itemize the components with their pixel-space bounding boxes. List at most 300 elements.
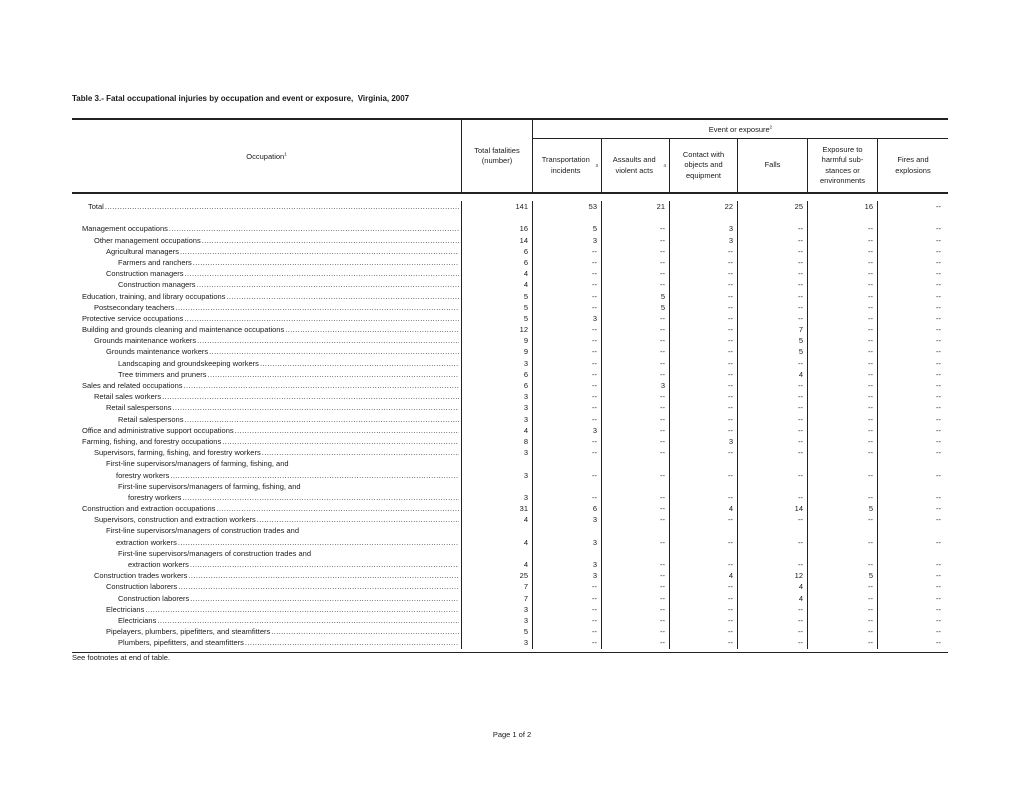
value-cell: -- <box>738 637 808 648</box>
occupation-cell <box>72 268 462 279</box>
value-cell: -- <box>936 582 941 592</box>
table-row <box>72 414 948 425</box>
dot-leader <box>208 369 460 380</box>
value-cell <box>670 525 738 536</box>
value-cell: -- <box>670 414 738 425</box>
value-cell: -- <box>936 347 941 357</box>
value-cell: -- <box>670 593 738 604</box>
value-cell: -- <box>533 593 602 604</box>
occupation-cell <box>72 548 462 559</box>
value-cell: -- <box>738 447 808 458</box>
occupation-label: First-line supervisors/managers of construction trades and <box>118 548 312 558</box>
table-row <box>72 525 948 536</box>
occupation-label: forestry workers <box>116 470 170 480</box>
value-cell: 3 <box>533 313 602 324</box>
occupation-label: extraction workers <box>128 560 189 569</box>
dot-leader <box>209 346 459 357</box>
occupation-label: Retail salespersons <box>106 403 172 413</box>
value-cell: -- <box>936 325 941 335</box>
table-row <box>72 279 948 290</box>
value-cell: 31 <box>462 503 533 514</box>
value-cell: 9 <box>462 335 533 346</box>
value-cell: -- <box>936 269 941 279</box>
value-cell: -- <box>808 425 878 436</box>
value-cell: -- <box>808 268 878 279</box>
value-cell <box>533 525 602 536</box>
value-cell: -- <box>602 324 670 335</box>
value-cell: -- <box>738 425 808 436</box>
occupation-label: Sales and related occupations <box>82 381 183 390</box>
value-cell: -- <box>738 402 808 413</box>
value-cell: -- <box>670 615 738 626</box>
value-cell: -- <box>808 313 878 324</box>
value-cell: 4 <box>462 514 533 525</box>
value-cell: -- <box>808 537 878 548</box>
occupation-cell <box>72 257 462 268</box>
value-cell: 16 <box>808 201 878 212</box>
value-cell: -- <box>670 581 738 592</box>
value-cell: -- <box>936 615 941 625</box>
value-cell: 3 <box>462 447 533 458</box>
dot-leader <box>197 335 459 346</box>
value-cell: -- <box>670 279 738 290</box>
value-cell: 5 <box>808 503 878 514</box>
value-cell: 16 <box>462 223 533 234</box>
table-row <box>72 548 948 559</box>
dot-leader <box>169 223 459 234</box>
value-cell: -- <box>533 492 602 503</box>
value-cell: 14 <box>462 235 533 246</box>
value-cell: -- <box>533 414 602 425</box>
table-row <box>72 402 948 413</box>
value-cell: -- <box>602 346 670 357</box>
value-cell <box>462 481 533 492</box>
value-cell: 8 <box>462 436 533 447</box>
value-cell: 5 <box>738 346 808 357</box>
value-cell: -- <box>808 447 878 458</box>
value-cell: -- <box>808 358 878 369</box>
value-cell: 5 <box>462 313 533 324</box>
value-cell <box>602 481 670 492</box>
table-row <box>72 346 948 357</box>
value-cell: -- <box>936 358 941 368</box>
value-cell: -- <box>602 593 670 604</box>
value-cell: 3 <box>462 637 533 648</box>
value-cell: -- <box>670 302 738 313</box>
value-cell: -- <box>602 492 670 503</box>
value-cell <box>462 548 533 559</box>
value-cell: -- <box>936 627 941 637</box>
value-cell: 4 <box>738 581 808 592</box>
value-cell: 5 <box>462 626 533 637</box>
value-cell: -- <box>738 626 808 637</box>
value-cell: -- <box>738 358 808 369</box>
value-cell: -- <box>602 447 670 458</box>
value-cell: -- <box>936 593 941 603</box>
value-cell: -- <box>533 291 602 302</box>
dot-leader <box>260 358 459 369</box>
value-cell: -- <box>533 335 602 346</box>
value-cell: 3 <box>462 402 533 413</box>
value-cell: -- <box>936 280 941 290</box>
table-title: Table 3.- Fatal occupational injuries by occupation and event or exposure, Virginia, 2007 <box>72 94 410 103</box>
value-cell: -- <box>670 604 738 615</box>
value-cell: -- <box>670 324 738 335</box>
value-cell: -- <box>670 514 738 525</box>
value-cell: -- <box>533 604 602 615</box>
dot-leader <box>145 604 459 615</box>
value-cell: -- <box>738 380 808 391</box>
dot-leader <box>235 425 459 436</box>
value-cell: 3 <box>462 615 533 626</box>
value-cell: -- <box>602 470 670 481</box>
value-cell: -- <box>738 257 808 268</box>
value-cell: -- <box>670 346 738 357</box>
value-cell <box>602 212 670 223</box>
dot-leader <box>162 391 459 402</box>
dot-leader <box>190 559 459 570</box>
header-column: Contact with objects and equipment <box>670 139 738 192</box>
value-cell: -- <box>670 537 738 548</box>
value-cell: 3 <box>533 425 602 436</box>
value-cell: -- <box>936 336 941 346</box>
dot-leader <box>222 436 459 447</box>
value-cell: 14 <box>738 503 808 514</box>
value-cell: -- <box>936 414 941 424</box>
table-row <box>72 503 948 514</box>
dot-leader <box>184 380 460 391</box>
value-cell: -- <box>533 358 602 369</box>
value-cell: -- <box>533 402 602 413</box>
value-cell: 4 <box>738 593 808 604</box>
value-cell <box>808 525 878 536</box>
value-cell: 7 <box>738 324 808 335</box>
table-row <box>72 380 948 391</box>
table-row <box>72 335 948 346</box>
table-row <box>72 615 948 626</box>
value-cell: -- <box>670 246 738 257</box>
header-column: Assaults and violent acts 4 <box>602 139 670 192</box>
table-row <box>72 581 948 592</box>
header-total-fatalities: Total fatalities (number) <box>462 120 533 192</box>
value-cell: 7 <box>462 593 533 604</box>
value-cell: -- <box>670 492 738 503</box>
value-cell: 6 <box>462 369 533 380</box>
table-row <box>72 324 948 335</box>
value-cell: 3 <box>462 358 533 369</box>
value-cell: -- <box>808 235 878 246</box>
dot-leader <box>172 402 459 413</box>
value-cell: -- <box>936 638 941 648</box>
header-column: Transportation incidents 3 <box>533 139 602 192</box>
dot-leader <box>257 514 459 525</box>
value-cell: -- <box>808 302 878 313</box>
occupation-cell <box>72 537 462 548</box>
value-cell: -- <box>602 402 670 413</box>
value-cell: -- <box>936 291 941 301</box>
value-cell: -- <box>602 604 670 615</box>
occupation-cell <box>72 335 462 346</box>
value-cell: 7 <box>462 581 533 592</box>
value-cell <box>670 212 738 223</box>
occupation-label: Other management occupations <box>94 235 201 245</box>
value-cell: -- <box>670 291 738 302</box>
value-cell: -- <box>936 436 941 446</box>
value-cell: -- <box>602 391 670 402</box>
value-cell: 9 <box>462 346 533 357</box>
occupation-cell <box>72 593 462 604</box>
value-cell: -- <box>808 369 878 380</box>
value-cell: 3 <box>462 492 533 503</box>
value-cell: -- <box>602 369 670 380</box>
value-cell: -- <box>533 637 602 648</box>
value-cell <box>602 458 670 469</box>
value-cell <box>878 525 948 536</box>
occupation-label: Supervisors, construction and extraction workers <box>94 515 256 525</box>
dot-leader <box>157 615 459 626</box>
value-cell: -- <box>533 626 602 637</box>
dot-leader <box>184 414 459 425</box>
value-cell: -- <box>533 246 602 257</box>
footnote-text: See footnotes at end of table. <box>72 653 170 662</box>
dot-leader <box>202 235 459 246</box>
value-cell: -- <box>670 626 738 637</box>
table-row <box>72 358 948 369</box>
data-table <box>72 118 948 653</box>
value-cell: -- <box>808 391 878 402</box>
value-cell: -- <box>533 380 602 391</box>
value-cell: -- <box>533 346 602 357</box>
value-cell: 25 <box>738 201 808 212</box>
dot-leader <box>262 447 459 458</box>
value-cell: -- <box>808 257 878 268</box>
occupation-cell <box>72 324 462 335</box>
value-cell: 3 <box>462 470 533 481</box>
value-cell: -- <box>602 257 670 268</box>
value-cell: -- <box>602 537 670 548</box>
header-event-columns <box>533 139 948 192</box>
occupation-cell <box>72 604 462 615</box>
value-cell: -- <box>602 637 670 648</box>
occupation-label: Postsecondary teachers <box>94 302 175 312</box>
value-cell: 22 <box>670 201 738 212</box>
occupation-label: extraction workers <box>116 537 177 547</box>
value-cell: 5 <box>462 291 533 302</box>
value-cell: -- <box>533 581 602 592</box>
value-cell <box>670 458 738 469</box>
value-cell: -- <box>738 615 808 626</box>
value-cell: -- <box>533 436 602 447</box>
table-row <box>72 391 948 402</box>
value-cell: -- <box>738 391 808 402</box>
occupation-cell <box>72 570 462 581</box>
value-cell: 5 <box>462 302 533 313</box>
value-cell: -- <box>533 447 602 458</box>
value-cell: 4 <box>738 369 808 380</box>
value-cell: 5 <box>533 223 602 234</box>
value-cell: -- <box>602 503 670 514</box>
occupation-cell <box>72 369 462 380</box>
dot-leader <box>216 503 459 514</box>
value-cell <box>738 458 808 469</box>
value-cell: -- <box>936 504 941 514</box>
dot-leader <box>193 257 459 268</box>
occupation-cell <box>72 436 462 447</box>
value-cell: -- <box>808 492 878 503</box>
value-cell: -- <box>936 470 941 480</box>
value-cell: 3 <box>533 559 602 570</box>
header-event-group <box>533 120 948 192</box>
occupation-cell <box>72 402 462 413</box>
table-row <box>72 604 948 615</box>
value-cell: -- <box>936 235 941 245</box>
occupation-label: Farming, fishing, and forestry occupations <box>82 436 222 446</box>
occupation-cell <box>72 302 462 313</box>
value-cell: -- <box>670 391 738 402</box>
occupation-label: Construction laborers <box>118 593 190 603</box>
value-cell: -- <box>670 637 738 648</box>
value-cell: -- <box>808 470 878 481</box>
value-cell: -- <box>738 414 808 425</box>
table-row <box>72 537 948 548</box>
value-cell: -- <box>670 313 738 324</box>
value-cell <box>533 212 602 223</box>
dot-leader <box>185 268 459 279</box>
occupation-cell <box>72 246 462 257</box>
value-cell: -- <box>808 615 878 626</box>
occupation-label: Farmers and ranchers <box>118 257 192 267</box>
dot-leader <box>197 279 459 290</box>
occupation-cell <box>72 470 462 481</box>
value-cell: -- <box>533 324 602 335</box>
dot-leader <box>285 324 459 335</box>
value-cell: -- <box>808 402 878 413</box>
table-row <box>72 492 948 503</box>
occupation-label: Grounds maintenance workers <box>106 347 209 357</box>
occupation-label: Electricians <box>106 604 145 614</box>
value-cell: 3 <box>462 604 533 615</box>
dot-leader <box>105 201 459 212</box>
value-cell: -- <box>936 257 941 267</box>
value-cell: 12 <box>738 570 808 581</box>
occupation-cell <box>72 581 462 592</box>
occupation-cell <box>72 201 462 212</box>
value-cell: -- <box>936 246 941 256</box>
occupation-label: Education, training, and library occupations <box>82 291 226 301</box>
value-cell <box>670 548 738 559</box>
value-cell <box>670 481 738 492</box>
table-row <box>72 313 948 324</box>
table-row <box>72 246 948 257</box>
table-row <box>72 223 948 234</box>
header-occupation: Occupation$^1$ <box>72 120 462 192</box>
occupation-cell <box>72 380 462 391</box>
value-cell: -- <box>738 313 808 324</box>
value-cell: 3 <box>670 235 738 246</box>
value-cell: -- <box>533 391 602 402</box>
table-row <box>72 235 948 246</box>
value-cell <box>878 212 948 223</box>
dot-leader <box>184 313 459 324</box>
value-cell <box>533 548 602 559</box>
table-body <box>72 194 948 653</box>
value-cell <box>808 548 878 559</box>
dot-leader <box>178 537 459 548</box>
value-cell: -- <box>738 514 808 525</box>
occupation-label: Supervisors, farming, fishing, and forestry workers <box>94 448 261 458</box>
occupation-cell <box>72 414 462 425</box>
value-cell: -- <box>738 436 808 447</box>
table-row <box>72 570 948 581</box>
value-cell: -- <box>936 202 941 211</box>
value-cell: 6 <box>533 503 602 514</box>
value-cell: -- <box>738 559 808 570</box>
value-cell: -- <box>808 223 878 234</box>
value-cell: -- <box>808 604 878 615</box>
value-cell: -- <box>670 559 738 570</box>
occupation-cell <box>72 525 462 536</box>
value-cell: 4 <box>670 503 738 514</box>
occupation-cell <box>72 313 462 324</box>
value-cell: -- <box>808 324 878 335</box>
value-cell: -- <box>936 369 941 379</box>
dot-leader <box>245 637 459 648</box>
occupation-cell <box>72 291 462 302</box>
value-cell <box>878 458 948 469</box>
value-cell: -- <box>533 615 602 626</box>
occupation-cell <box>72 223 462 234</box>
value-cell <box>808 212 878 223</box>
occupation-label: First-line supervisors/managers of construction trades and <box>106 526 300 536</box>
value-cell: -- <box>808 436 878 447</box>
dot-leader <box>190 593 459 604</box>
occupation-label: Retail salespersons <box>118 414 184 424</box>
value-cell: -- <box>808 626 878 637</box>
value-cell <box>533 481 602 492</box>
table-row <box>72 458 948 469</box>
value-cell: -- <box>936 515 941 525</box>
occupation-label: Construction laborers <box>106 582 178 592</box>
value-cell <box>878 548 948 559</box>
value-cell: -- <box>936 537 941 547</box>
value-cell: -- <box>738 268 808 279</box>
occupation-cell <box>72 559 462 570</box>
occupation-cell <box>72 447 462 458</box>
occupation-cell <box>72 458 462 469</box>
value-cell: -- <box>936 425 941 435</box>
table-row <box>72 481 948 492</box>
value-cell: -- <box>533 302 602 313</box>
value-cell: -- <box>670 402 738 413</box>
header-column: Fires and explosions <box>895 155 931 175</box>
value-cell <box>602 525 670 536</box>
value-cell: -- <box>808 514 878 525</box>
value-cell: -- <box>808 414 878 425</box>
dot-leader <box>226 291 459 302</box>
value-cell: -- <box>738 302 808 313</box>
value-cell: -- <box>602 279 670 290</box>
value-cell: 3 <box>670 436 738 447</box>
value-cell: -- <box>533 279 602 290</box>
occupation-cell <box>72 212 462 223</box>
value-cell: 21 <box>602 201 670 212</box>
dot-leader <box>180 246 459 257</box>
value-cell: 3 <box>533 537 602 548</box>
value-cell: -- <box>533 268 602 279</box>
value-cell <box>738 481 808 492</box>
table-row <box>72 559 948 570</box>
value-cell: -- <box>936 403 941 413</box>
